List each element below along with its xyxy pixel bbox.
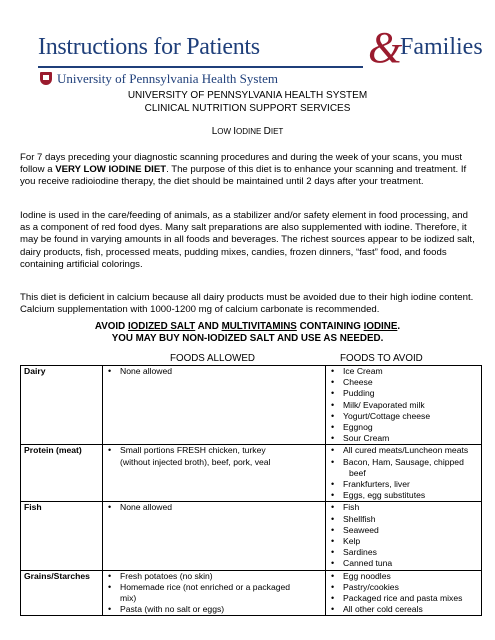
avoid-w1: AVOID xyxy=(94,321,128,332)
avoid-grains xyxy=(326,570,482,616)
column-header-allowed: FOODS ALLOWED xyxy=(170,353,255,364)
list-item: • All cured meats/Luncheon meats xyxy=(329,445,478,456)
list-item: • Sour Cream xyxy=(329,433,478,444)
list-item: • Yogurt/Cottage cheese xyxy=(329,411,478,422)
category-grains: Grains/Starches xyxy=(21,570,103,616)
list-item-text-cont: mix) xyxy=(120,593,137,604)
column-header-avoid: FOODS TO AVOID xyxy=(340,353,423,364)
list-item: • Pudding xyxy=(329,388,478,399)
paragraph-intro-bold: VERY LOW IODINE DIET xyxy=(55,164,167,176)
diet-title-l: L xyxy=(211,126,218,137)
allowed-dairy xyxy=(103,366,326,445)
diet-title-ow: OW xyxy=(217,127,234,136)
diet-title-i: I xyxy=(233,126,237,137)
avoid-w3: AND xyxy=(195,321,222,332)
list-item-text: Small portions FRESH chicken, turkey xyxy=(120,445,266,456)
avoid-w6: IODINE xyxy=(363,321,398,332)
diet-title xyxy=(0,126,495,137)
page-header xyxy=(38,23,483,88)
category-dairy: Dairy xyxy=(21,366,103,445)
allowed-fish xyxy=(103,502,326,570)
avoid-notice-line-2: YOU MAY BUY NON-IODIZED SALT AND USE AS NEEDED. xyxy=(111,333,384,344)
avoid-notice-line-1 xyxy=(0,321,495,334)
list-item: • Frankfurters, liver xyxy=(329,479,478,490)
list-item: • Kelp xyxy=(329,536,478,547)
list-item-text: Homemade rice (not enriched or a packaged xyxy=(120,581,291,592)
avoid-w5: CONTAINING xyxy=(296,321,364,332)
list-item xyxy=(106,582,322,604)
paragraph-intro-end: . The purpose of this diet is to enhance your scanning and treatment. If you receive radioiodine therapy, the diet should be maintained until 2 days after your treatment. xyxy=(20,164,467,188)
paragraph-iodine-sources: Iodine is used in the care/feeding of animals, as a stabilizer and/or safety element in food processing, and as a component of red food dyes. Many salt preparations are also supplemented with iodine. Therefore, it may be found in varying amounts in all foods and beverages. The richest sources appear to be iodized salt, dairy products, fish, processed meats, pudding mixes, candies, frozen dinners, “fast” food, and foods containing artificial colorings. xyxy=(20,210,475,270)
list-item: • Fresh potatoes (no skin) xyxy=(106,571,322,582)
list-item-text: Bacon, Ham, Sausage, chipped xyxy=(343,456,464,467)
avoid-protein xyxy=(326,445,482,502)
table-row-grains xyxy=(21,570,482,616)
header-title-part1: Instructions for Patients xyxy=(38,34,260,60)
diet-title-d: D xyxy=(263,126,271,137)
paragraph-intro xyxy=(20,152,480,189)
table-row-dairy xyxy=(21,366,482,445)
allowed-protein xyxy=(103,445,326,502)
org-line-2: CLINICAL NUTRITION SUPPORT SERVICES xyxy=(144,103,351,114)
list-item: • Egg noodles xyxy=(329,571,478,582)
list-item: • Sardines xyxy=(329,547,478,558)
list-item: • Pasta (with no salt or eggs) xyxy=(106,604,322,615)
allowed-grains xyxy=(103,570,326,616)
list-item: • None allowed xyxy=(106,502,322,513)
paragraph-intro-start: For 7 days preceding your diagnostic scanning procedures and during the week of your scans, you must follow a xyxy=(20,152,463,176)
category-fish: Fish xyxy=(21,502,103,570)
list-item: • Pastry/cookies xyxy=(329,582,478,593)
header-ampersand: & xyxy=(368,23,403,72)
diet-title-iet: IET xyxy=(270,127,284,136)
avoid-w7: . xyxy=(397,321,401,332)
list-item: • None allowed xyxy=(106,366,322,377)
list-item xyxy=(329,457,478,479)
list-item: • Canned tuna xyxy=(329,558,478,569)
diet-title-odine: ODINE xyxy=(236,127,264,136)
list-item: • All other cold cereals xyxy=(329,604,478,615)
avoid-w2: IODIZED SALT xyxy=(127,321,196,332)
header-subtitle: University of Pennsylvania Health System xyxy=(57,71,278,86)
category-protein: Protein (meat) xyxy=(21,445,103,502)
header-rule xyxy=(38,66,363,68)
table-row-protein xyxy=(21,445,482,502)
org-line-1: UNIVERSITY OF PENNSYLVANIA HEALTH SYSTEM xyxy=(127,90,368,101)
list-item: • Eggs, egg substitutes xyxy=(329,490,478,501)
list-item: • Eggnog xyxy=(329,422,478,433)
list-item: • Shellfish xyxy=(329,514,478,525)
paragraph-calcium: This diet is deficient in calcium because all dairy products must be avoided due to their high iodine content. Calcium supplementation with 1000-1200 mg of calcium carbonate is recommended. xyxy=(20,292,474,316)
list-item: • Milk/ Evaporated milk xyxy=(329,400,478,411)
table-row-fish xyxy=(21,502,482,570)
list-item-text-cont: beef xyxy=(349,467,366,478)
avoid-w4: MULTIVITAMINS xyxy=(221,321,297,332)
header-title-part2: Families xyxy=(400,34,483,60)
list-item: • Packaged rice and pasta mixes xyxy=(329,593,478,604)
list-item: • Fish xyxy=(329,502,478,513)
list-item-text-cont: (without injected broth), beef, pork, veal xyxy=(120,456,271,467)
avoid-dairy xyxy=(326,366,482,445)
list-item: • Seaweed xyxy=(329,525,478,536)
foods-table xyxy=(20,365,482,616)
list-item: • Cheese xyxy=(329,377,478,388)
shield-icon xyxy=(40,72,52,85)
avoid-fish xyxy=(326,502,482,570)
list-item xyxy=(106,445,322,467)
list-item: • Ice Cream xyxy=(329,366,478,377)
